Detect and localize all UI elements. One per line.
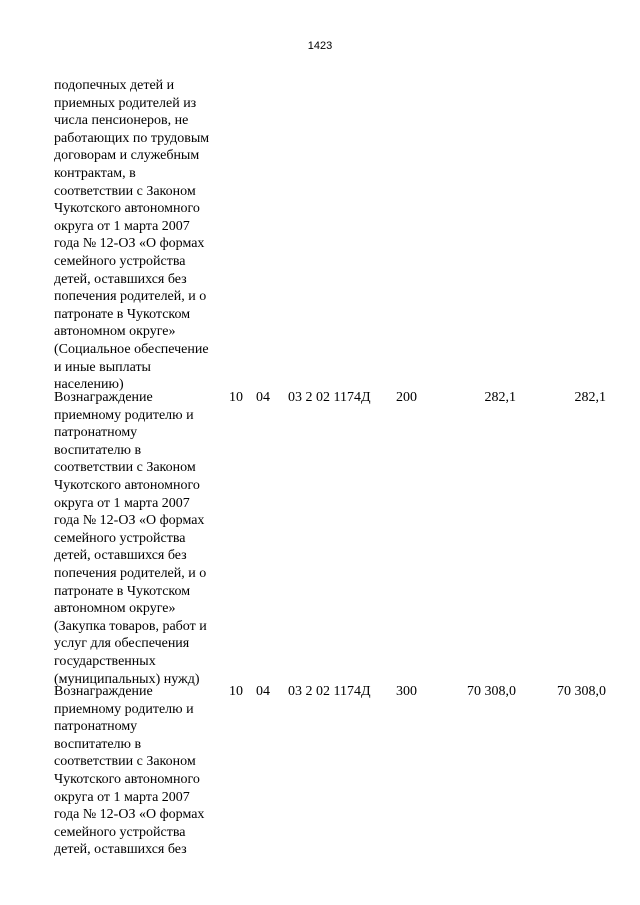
description-line: числа пенсионеров, не (54, 113, 189, 129)
expense-type-code: 200 (396, 390, 417, 405)
amount-year-2: 282,1 (574, 390, 606, 405)
description-line: населению) (54, 377, 124, 393)
description-line: года № 12-ОЗ «О формах (54, 236, 205, 252)
description-line: Чукотского автономного (54, 771, 200, 787)
description-line: патронатному (54, 719, 138, 735)
subsection-code: 04 (256, 684, 270, 699)
description-line: контрактам, в (54, 165, 136, 181)
description-line: округа от 1 марта 2007 (54, 495, 190, 511)
subsection-code: 04 (256, 390, 270, 405)
description-line: Вознаграждение (54, 684, 153, 699)
description-line: и иные выплаты (54, 359, 151, 375)
row-description (54, 683, 226, 859)
description-line: (муниципальных) нужд) (54, 671, 200, 687)
description-line: округа от 1 марта 2007 (54, 218, 190, 234)
row-description (54, 389, 226, 688)
description-line: подопечных детей и (54, 78, 175, 93)
description-line: работающих по трудовым (54, 130, 210, 146)
description-line: услуг для обеспечения (54, 636, 190, 652)
description-line: приемному родителю и (54, 701, 194, 717)
target-article-code: 03 2 02 1174Д (288, 390, 371, 405)
target-article-code: 03 2 02 1174Д (288, 684, 371, 699)
page-number: 1423 (307, 40, 333, 52)
description-line: автономном округе» (54, 324, 176, 340)
section-code: 10 (229, 684, 243, 699)
description-line: семейного устройства (54, 824, 186, 840)
description-line: патронате в Чукотском (54, 306, 191, 322)
description-line: округа от 1 марта 2007 (54, 789, 190, 805)
description-line: (Закупка товаров, работ и (54, 618, 207, 634)
description-line: приемных родителей из (54, 95, 197, 111)
description-line: детей, оставшихся без (54, 842, 187, 858)
description-line: детей, оставшихся без (54, 271, 187, 287)
description-line: детей, оставшихся без (54, 548, 187, 564)
description-line: Чукотского автономного (54, 201, 200, 217)
description-line: (Социальное обеспечение (54, 341, 209, 357)
section-code: 10 (229, 390, 243, 405)
description-line: попечения родителей, и о (54, 289, 207, 305)
description-line: патронате в Чукотском (54, 583, 191, 599)
description-line: договорам и служебным (54, 148, 200, 164)
expense-type-code: 300 (396, 684, 417, 699)
description-line: государственных (54, 653, 156, 669)
description-line: года № 12-ОЗ «О формах (54, 513, 205, 529)
amount-year-1: 70 308,0 (467, 684, 516, 699)
description-line: семейного устройства (54, 530, 186, 546)
description-line: Чукотского автономного (54, 477, 200, 493)
description-line: патронатному (54, 425, 138, 441)
description-line: воспитателю в (54, 736, 142, 752)
description-line: воспитателю в (54, 442, 142, 458)
description-line: года № 12-ОЗ «О формах (54, 807, 205, 823)
description-line: приемному родителю и (54, 407, 194, 423)
amount-year-1: 282,1 (484, 390, 516, 405)
description-line: соответствии с Законом (54, 460, 196, 476)
amount-year-2: 70 308,0 (557, 684, 606, 699)
description-line: соответствии с Законом (54, 183, 196, 199)
description-line: попечения родителей, и о (54, 565, 207, 581)
description-line: Вознаграждение (54, 390, 153, 405)
description-line: соответствии с Законом (54, 754, 196, 770)
description-line: автономном округе» (54, 601, 176, 617)
row-description (54, 77, 226, 394)
description-line: семейного устройства (54, 253, 186, 269)
